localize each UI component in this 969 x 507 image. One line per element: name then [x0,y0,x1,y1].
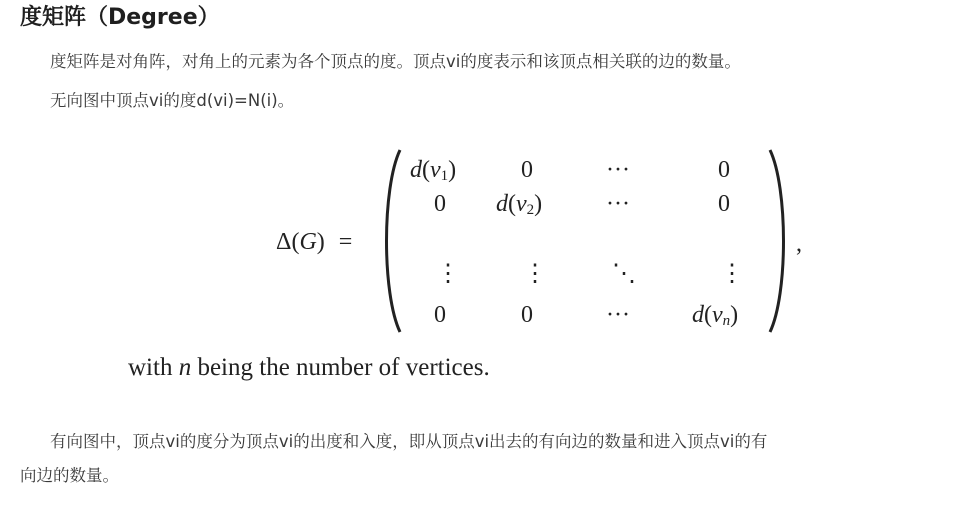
cell-r2-c2: $d(v_2)$ [496,191,543,218]
caption-with: with [128,354,173,381]
directed-degree-paragraph-cont: 向边的数量。 [20,466,119,485]
delta-symbol: Δ [276,229,292,255]
cell-r1-c2: 0 [521,157,533,183]
cell-r4-c4: $d(v_n)$ [692,302,739,329]
lhs-open-paren: ( [291,229,300,255]
cell-r3-c4: ⋮ [720,261,744,287]
cell-r4-c3: ··· [606,302,630,328]
cell-r2-c1: 0 [434,191,446,217]
cell-r1-c3: ··· [606,157,630,183]
cell-r1-c4: 0 [718,157,730,183]
matrix-left-paren [380,148,404,334]
cell-r3-c3: ⋱ [612,261,636,287]
cell-r3-c2: ⋮ [523,261,547,287]
directed-degree-paragraph: 有向图中，顶点vi的度分为顶点vi的出度和入度，即从顶点vi出去的有向边的数量和进入顶点vi的有 [50,432,768,451]
intro-paragraph: 度矩阵是对角阵，对角上的元素为各个顶点的度。顶点vi的度表示和该顶点相关联的边的数量。 [50,52,741,71]
formula-caption [128,354,490,382]
cell-r1-c1: $d(v_1)$ [410,157,457,184]
lhs-close-paren: ) [316,229,325,255]
cell-r4-c1: 0 [434,302,446,328]
cell-r2-c4: 0 [718,191,730,217]
caption-rest: being the number of vertices. [197,354,490,381]
graph-symbol: G [299,229,317,255]
cell-r2-c3: ··· [606,191,630,217]
cell-r3-c1: ⋮ [436,261,460,287]
formula-lhs [276,230,352,254]
caption-variable: n [178,354,192,381]
equals-sign: = [338,229,353,255]
cell-r4-c2: 0 [521,302,533,328]
trailing-comma: , [796,231,802,257]
undirected-degree-paragraph: 无向图中顶点vi的度d(vi)=N(i)。 [50,91,295,110]
page-title: 度矩阵（Degree） [20,5,220,30]
matrix-right-paren [766,148,790,334]
